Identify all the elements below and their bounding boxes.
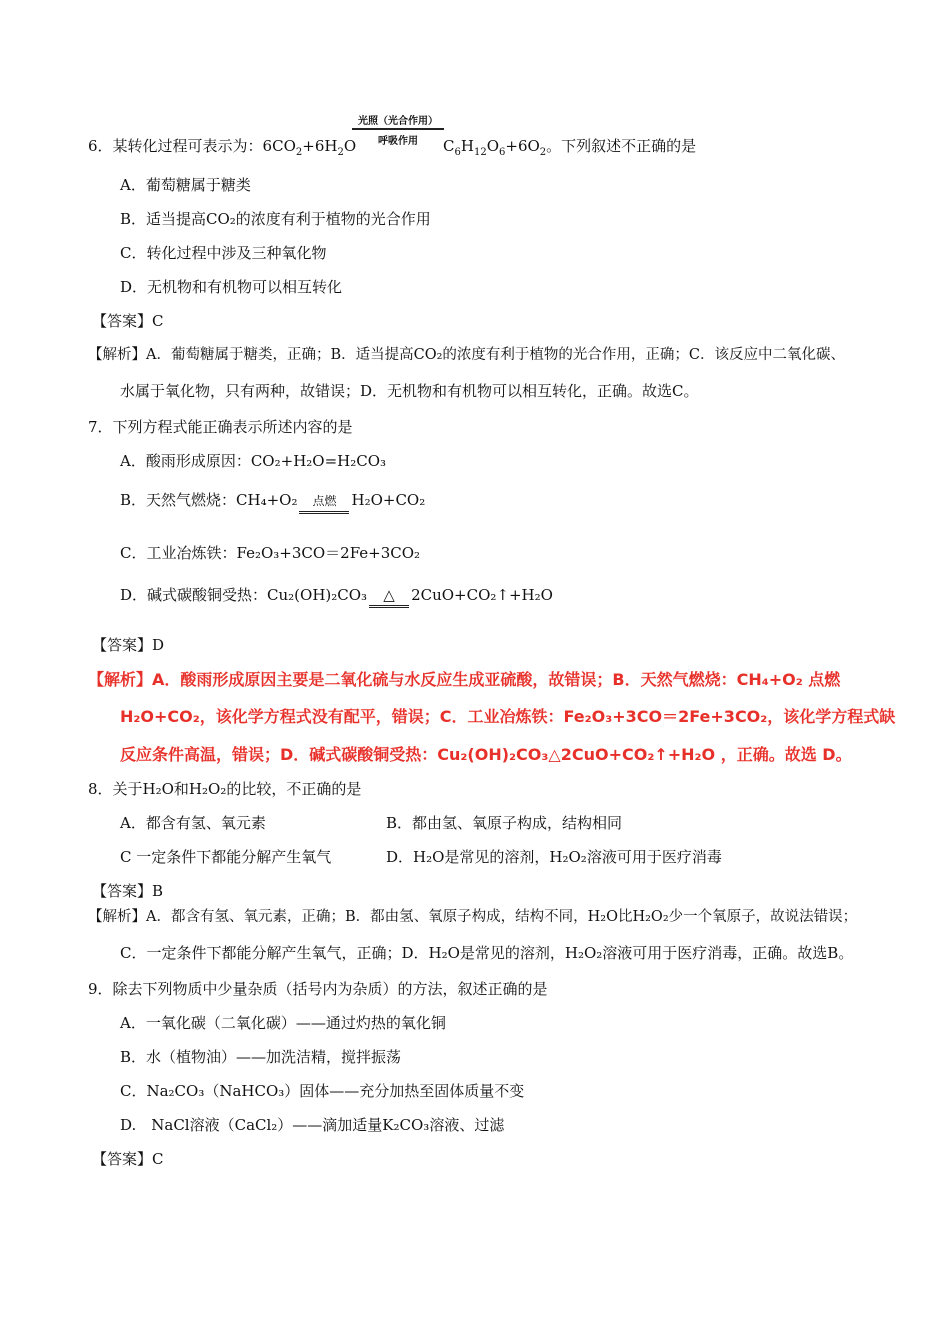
q6-option-c: C．转化过程中涉及三种氧化物 xyxy=(120,244,327,262)
q7-option-b: B．天然气燃烧：CH₄+O₂ 点燃 H₂O+CO₂ xyxy=(120,490,425,514)
q8-answer: 【答案】B xyxy=(92,882,164,900)
q9-option-d: D. NaCl溶液（CaCl₂）——滴加适量K₂CO₃溶液、过滤 xyxy=(120,1116,505,1134)
q6-option-a: A．葡萄糖属于糖类 xyxy=(120,176,251,194)
q7-option-d: D．碱式碳酸铜受热：Cu₂(OH)₂CO₃ △ 2CuO+CO₂↑+H₂O xyxy=(120,585,553,608)
q8-stem: 8．关于H₂O和H₂O₂的比较，不正确的是 xyxy=(88,780,362,798)
q6-analysis-line1: 【解析】A．葡萄糖属于糖类，正确；B．适当提高CO₂的浓度有利于植物的光合作用，正确；C．该反应中二氧化碳、 xyxy=(88,347,846,363)
q7-option-b-condition: 点燃 xyxy=(299,491,349,514)
q9-answer: 【答案】C xyxy=(92,1150,164,1168)
q8-option-d: D．H₂O是常见的溶剂，H₂O₂溶液可用于医疗消毒 xyxy=(386,848,722,866)
q8-option-b: B．都由氢、氧原子构成，结构相同 xyxy=(386,814,623,832)
q7-analysis-line3: 反应条件高温，错误；D．碱式碳酸铜受热：Cu₂(OH)₂CO₃△2CuO+CO₂↑+H₂O ，正确。故选 D。 xyxy=(120,745,852,764)
q7-analysis-line2: H₂O+CO₂，该化学方程式没有配平，错误；C．工业冶炼铁：Fe₂O₃+3CO＝2Fe+3CO₂，该化学方程式缺 xyxy=(120,707,896,726)
q6-stem: 6．某转化过程可表示为：$6CO_2+6H_2O$ xyxy=(88,137,357,158)
q7-answer: 【答案】D xyxy=(92,636,165,654)
q7-option-d-condition: △ xyxy=(369,585,409,608)
q8-analysis-line2: C．一定条件下都能分解产生氧气，正确；D．H₂O是常见的溶剂，H₂O₂溶液可用于医疗消毒，正确。故选B。 xyxy=(120,944,854,962)
q7-analysis-line1: 【解析】A．酸雨形成原因主要是二氧化硫与水反应生成亚硫酸，故错误；B．天然气燃烧：CH₄+O₂ 点燃 xyxy=(88,670,841,689)
q9-option-b: B．水（植物油）——加洗洁精，搅拌振荡 xyxy=(120,1048,402,1066)
q6-stem-product: $C_6H_{12}O_6+6O_2$。下列叙述不正确的是 xyxy=(443,137,697,158)
q8-option-c: C 一定条件下都能分解产生氧气 xyxy=(120,848,332,866)
q8-analysis-line1: 【解析】A．都含有氢、氧元素，正确；B．都由氢、氧原子构成，结构不同，H₂O比H₂O₂少一个氧原子，故说法错误； xyxy=(88,909,858,925)
q9-option-c: C．Na₂CO₃（NaHCO₃）固体——充分加热至固体质量不变 xyxy=(120,1082,525,1100)
q6-analysis-line2: 水属于氧化物，只有两种，故错误；D．无机物和有机物可以相互转化，正确。故选C。 xyxy=(120,382,699,400)
q6-condition-top: 光照（光合作用） xyxy=(352,116,444,130)
q6-option-d: D．无机物和有机物可以相互转化 xyxy=(120,278,343,296)
q8-option-a: A．都含有氢、氧元素 xyxy=(120,814,266,832)
q6-condition-bottom: 呼吸作用 xyxy=(378,136,418,147)
q7-stem: 7．下列方程式能正确表示所述内容的是 xyxy=(88,418,353,436)
q7-option-c: C．工业冶炼铁：Fe₂O₃+3CO＝2Fe+3CO₂ xyxy=(120,544,421,562)
q9-stem: 9．除去下列物质中少量杂质（括号内为杂质）的方法，叙述正确的是 xyxy=(88,980,548,998)
q7-option-a: A．酸雨形成原因：CO₂+H₂O=H₂CO₃ xyxy=(120,452,387,470)
q6-option-b: B．适当提高CO₂的浓度有利于植物的光合作用 xyxy=(120,210,431,228)
q6-answer: 【答案】C xyxy=(92,312,164,330)
q9-option-a: A．一氧化碳（二氧化碳）——通过灼热的氧化铜 xyxy=(120,1014,446,1032)
